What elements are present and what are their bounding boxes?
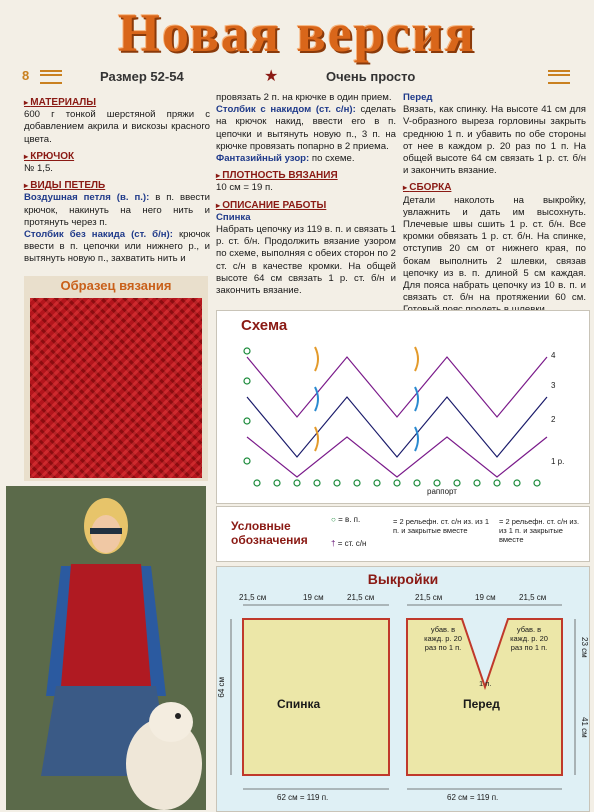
sample-panel: [24, 276, 208, 481]
back-height: 64 см: [217, 677, 226, 698]
legend-dc: † = ст. с/н: [331, 539, 367, 548]
assembly-text: Детали наколоть на выкройку, увлажнить и дать им высохнуть. Плечевые швы сшить 1 р. ст. б/н. Все кромки обвязать 1 р. ст. б/н. На спинке, отступив 20 см от нижнего края, по бокам выполнить 2 шлевки, связав цепочку из в. п. длиной 5 см каждая. Для пояса набрать цепочку из 10 в. п. и связать ст. б/н на протяжении 60 см.: [403, 194, 586, 304]
scheme-panel: [216, 310, 590, 504]
patterns-diagram: [217, 567, 589, 811]
repeat-label: раппорт: [427, 487, 457, 496]
back-width-1: 21,5 см: [239, 593, 267, 602]
single-crochet-text: крючок ввести в п. цепочки или нижнего р., и вытянуть новую п., захватить нить и: [24, 229, 210, 265]
row-1-label: 1 р.: [551, 457, 565, 466]
legend-orange-text: = 2 рельефн. ст. с/н из. из 1 п. и закрытые вместе: [499, 517, 580, 544]
hook-text: № 1,5.: [24, 163, 53, 175]
back-subheading: Спинка: [216, 211, 251, 223]
gauge-text: 10 см = 19 п.: [216, 182, 273, 194]
scheme-diagram: [237, 337, 557, 487]
legend-blue: [393, 517, 491, 535]
patterns-title: Выкройки: [367, 571, 439, 587]
front-height-bottom: 41 см: [580, 717, 589, 738]
continued-text: провязать 2 п. на крючке в один прием.: [216, 92, 392, 103]
materials-text: 600 г тонкой шерстяной пряжи с добавлением акрила и вискозы красного цвета.: [24, 109, 210, 145]
front-bottom-width: 62 см = 119 п.: [447, 793, 499, 802]
scheme-title: Схема: [241, 317, 288, 334]
back-width-2: 19 см: [303, 593, 324, 602]
back-bottom-width: 62 см = 119 п.: [277, 793, 329, 802]
page-number-text: 8: [22, 68, 30, 83]
stitches-heading: ▸ ВИДЫ ПЕТЕЛЬ: [24, 180, 210, 192]
column-3: [403, 92, 586, 317]
double-crochet-desc: [216, 104, 396, 153]
model-photo: [6, 486, 206, 810]
legend-blue-text: = 2 рельефн. ст. с/н из. из 1 п. и закрытые вместе: [393, 517, 490, 535]
front-subheading: Перед: [403, 92, 433, 103]
front-width-3: 21,5 см: [519, 593, 547, 602]
legend-panel: [216, 506, 590, 562]
front-center-stitch: 1 п.: [479, 679, 492, 688]
column-2: [216, 92, 396, 297]
double-crochet-text: сделать на крючок накид, ввести его в п. цепочки и вытянуть новую п., 3 п. на крючке провязать попарно в 2 приема.: [216, 104, 396, 152]
assembly-heading: ▸ СБОРКА: [403, 182, 586, 194]
row-2-label: 2: [551, 415, 556, 424]
back-label: Спинка: [277, 697, 321, 711]
legend-title: Условные обозначения: [231, 519, 308, 547]
gauge-heading: ▸ ПЛОТНОСТЬ ВЯЗАНИЯ: [216, 170, 396, 182]
star-icon: ★: [264, 68, 279, 85]
fancy-pattern-text: по схеме.: [309, 153, 355, 165]
front-label: Перед: [463, 697, 500, 711]
ornament-lines-right: [548, 70, 570, 84]
chain-stitch-text: в п. ввести крючок, накинуть на него нить и протянуть через п.: [24, 192, 210, 228]
hook-heading: ▸ КРЮЧОК: [24, 151, 210, 163]
single-crochet-term: Столбик без накида (ст. б/н):: [24, 229, 173, 241]
single-crochet-desc: [24, 229, 210, 266]
back-text: Набрать цепочку из 119 в. п. и связать 1 р. ст. б/н. Продолжить вязание узором по схеме, выполняя с обеих сторон по 2 ст. с/н в качестве кромки. На общей высоте 64 см связать 1 р. ст. б/н и закончить вязание.: [216, 224, 396, 297]
size-label: Размер 52-54: [100, 69, 184, 84]
front-height-top: 23 см: [580, 637, 589, 658]
double-crochet-term: Столбик с накидом (ст. с/н):: [216, 104, 356, 116]
legend-chain: ○ = в. п.: [331, 515, 361, 524]
front-width-1: 21,5 см: [415, 593, 443, 602]
row-3-label: 3: [551, 381, 556, 390]
front-width-2: 19 см: [475, 593, 496, 602]
knit-swatch-image: [30, 298, 202, 478]
front-decrease-left: убав. в кажд. р. 20 раз по 1 п.: [424, 625, 462, 652]
back-width-3: 21,5 см: [347, 593, 375, 602]
fancy-pattern-term: Фантазийный узор:: [216, 153, 310, 165]
materials-heading: ▸ МАТЕРИАЛЫ: [24, 97, 210, 109]
front-text: Вязать, как спинку. На высоте 41 см для V-образного выреза горловины закрыть среднюю 1 п. и убавить по обе стороны от нее в каждом р. 20 раз по 1 п. На общей высоте 64 см связать 1 р. ст. б/н и закончить вязание.: [403, 104, 586, 177]
sample-title: Образец вязания: [60, 278, 172, 293]
page-title: Новая версия: [118, 3, 476, 63]
chain-stitch-desc: [24, 192, 210, 229]
patterns-panel: [216, 566, 590, 812]
legend-dc-text: = ст. с/н: [337, 539, 367, 548]
chain-stitch-term: Воздушная петля (в. п.):: [24, 192, 150, 204]
work-heading: ▸ ОПИСАНИЕ РАБОТЫ: [216, 200, 396, 212]
front-decrease-right: убав. в кажд. р. 20 раз по 1 п.: [510, 625, 548, 652]
column-1: [24, 92, 210, 266]
ornament-lines-left: [40, 70, 62, 84]
fancy-pattern-desc: [216, 153, 396, 165]
row-4-label: 4: [551, 351, 556, 360]
difficulty-label: Очень просто: [326, 69, 416, 84]
model-photo-illustration: [6, 486, 206, 810]
page-number: [22, 68, 29, 83]
legend-chain-text: = в. п.: [338, 515, 361, 524]
legend-orange: [499, 517, 587, 544]
